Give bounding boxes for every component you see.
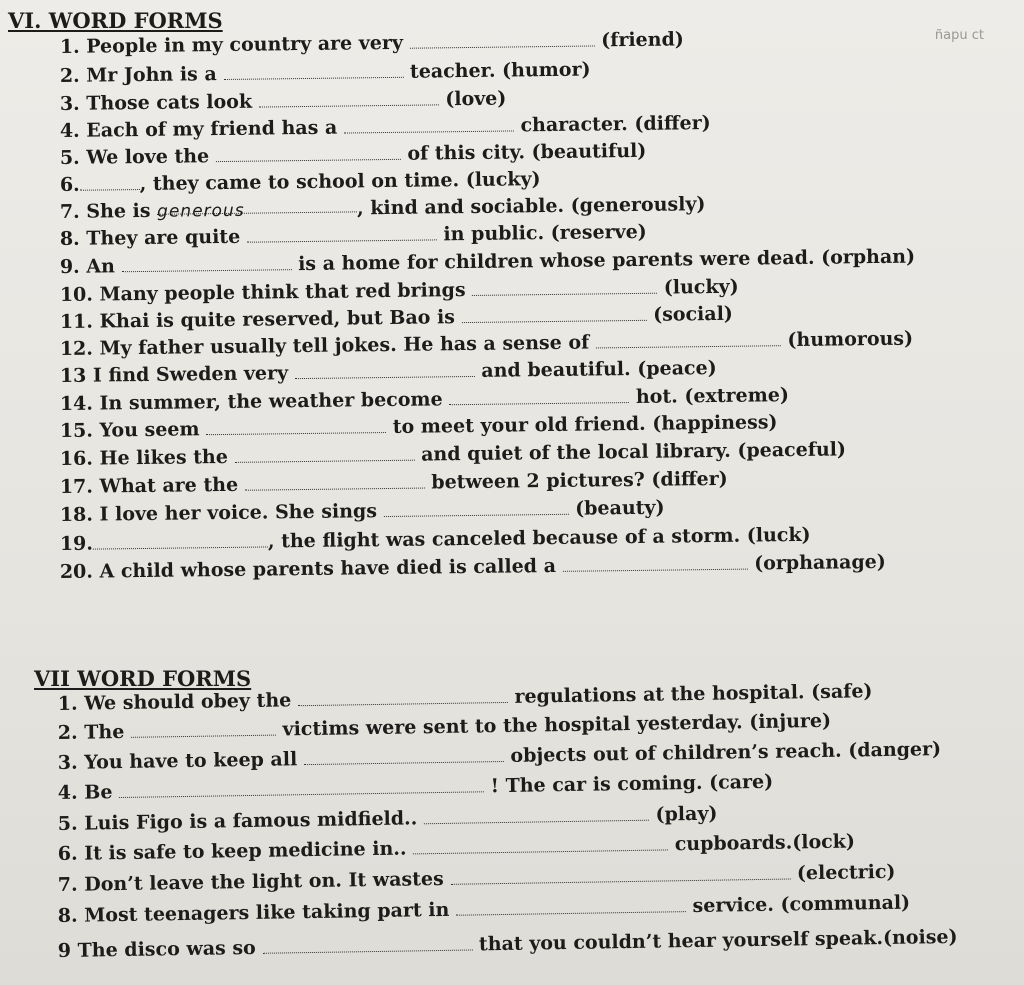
exercise-line: 10. Many people think that red brings (lucky) [59, 275, 739, 306]
exercise-line: 20. A child whose parents have died is called a (orphanage) [59, 550, 886, 583]
exercise-line: 16. He likes the and quiet of the local library. (peaceful) [59, 438, 847, 470]
exercise-line: 7. She is generous , kind and sociable. (generously) [59, 193, 706, 223]
answer-blank[interactable] [596, 331, 781, 348]
answer-blank[interactable] [223, 63, 403, 80]
answer-blank[interactable] [409, 31, 594, 48]
answer-blank[interactable] [262, 935, 472, 953]
section-heading-vii: VII WORD FORMS [34, 666, 252, 691]
answer-blank[interactable] [449, 388, 629, 405]
answer-blank[interactable] [383, 500, 568, 517]
answer-blank[interactable] [295, 362, 475, 379]
answer-blank[interactable] [245, 474, 425, 491]
exercise-line: 3. Those cats look (love) [59, 87, 507, 115]
exercise-line: 5. We love the of this city. (beautiful) [59, 139, 647, 169]
answer-blank[interactable] [461, 306, 646, 323]
exercise-line: 4. Each of my friend has a character. (differ) [59, 112, 711, 142]
answer-blank[interactable] [121, 255, 291, 272]
exercise-line: 9. An is a home for children whose parents were dead. (orphan) [59, 245, 916, 278]
answer-blank[interactable] [344, 116, 514, 133]
exercise-line: 5. Luis Figo is a famous midfield.. (play) [57, 802, 718, 835]
answer-blank[interactable] [119, 777, 484, 798]
exercise-line: 8. They are quite in public. (reserve) [59, 220, 647, 250]
exercise-line: 17. What are the between 2 pictures? (differ) [59, 467, 728, 498]
exercise-line: 6. It is safe to keep medicine in.. cupboards.(lock) [57, 830, 856, 865]
handwritten-answer: generous [156, 200, 245, 222]
answer-blank[interactable] [93, 532, 268, 549]
exercise-line: 12. My father usually tell jokes. He has a sense of (humorous) [59, 327, 914, 360]
answer-blank[interactable] [131, 721, 276, 738]
exercise-line: 14. In summer, the weather become hot. (extreme) [59, 384, 790, 415]
answer-blank[interactable] [450, 864, 790, 884]
answer-blank[interactable] [80, 175, 140, 191]
exercise-line: 19. , the flight was canceled because of a storm. (luck) [59, 523, 811, 555]
exercise-line: 2. Mr John is a teacher. (humor) [59, 58, 591, 87]
answer-blank[interactable] [413, 835, 668, 854]
exercise-line: 6. , they came to school on time. (lucky) [59, 168, 541, 196]
answer-blank[interactable] [456, 897, 686, 916]
exercise-line: 1. People in my country are very (friend) [59, 28, 684, 58]
exercise-line: 8. Most teenagers like taking part in service. (communal) [57, 891, 911, 927]
exercise-line: 11. Khai is quite reserved, but Bao is (social) [59, 302, 733, 333]
exercise-line: 3. You have to keep all objects out of children’s reach. (danger) [57, 738, 942, 774]
exercise-line: 13 I find Sweden very and beautiful. (peace) [59, 356, 717, 387]
answer-blank[interactable] [259, 90, 439, 107]
answer-blank[interactable] [298, 688, 508, 706]
section-heading-vi: VI. WORD FORMS [8, 8, 223, 33]
exercise-line: 4. Be ! The car is coming. (care) [57, 770, 774, 804]
answer-blank[interactable] [247, 225, 437, 242]
exercise-line: 9 The disco was so that you couldn’t hear yourself speak.(noise) [57, 925, 958, 962]
corner-note: ñapu ct [934, 28, 984, 43]
answer-blank[interactable] [216, 145, 401, 162]
answer-blank[interactable] [472, 279, 657, 296]
answer-blank[interactable] [206, 418, 386, 435]
exercise-line: 2. The victims were sent to the hospital yesterday. (injure) [57, 709, 832, 744]
exercise-line: 7. Don’t leave the light on. It wastes (electric) [57, 860, 896, 896]
exercise-line: 1. We should obey the regulations at the hospital. (safe) [57, 680, 873, 715]
answer-blank[interactable] [304, 747, 504, 765]
answer-blank[interactable] [156, 197, 357, 222]
exercise-line: 18. I love her voice. She sings (beauty) [59, 496, 665, 526]
answer-blank[interactable] [234, 446, 414, 463]
answer-blank[interactable] [424, 806, 649, 825]
answer-blank[interactable] [562, 555, 747, 572]
exercise-line: 15. You seem to meet your old friend. (happiness) [59, 411, 778, 442]
